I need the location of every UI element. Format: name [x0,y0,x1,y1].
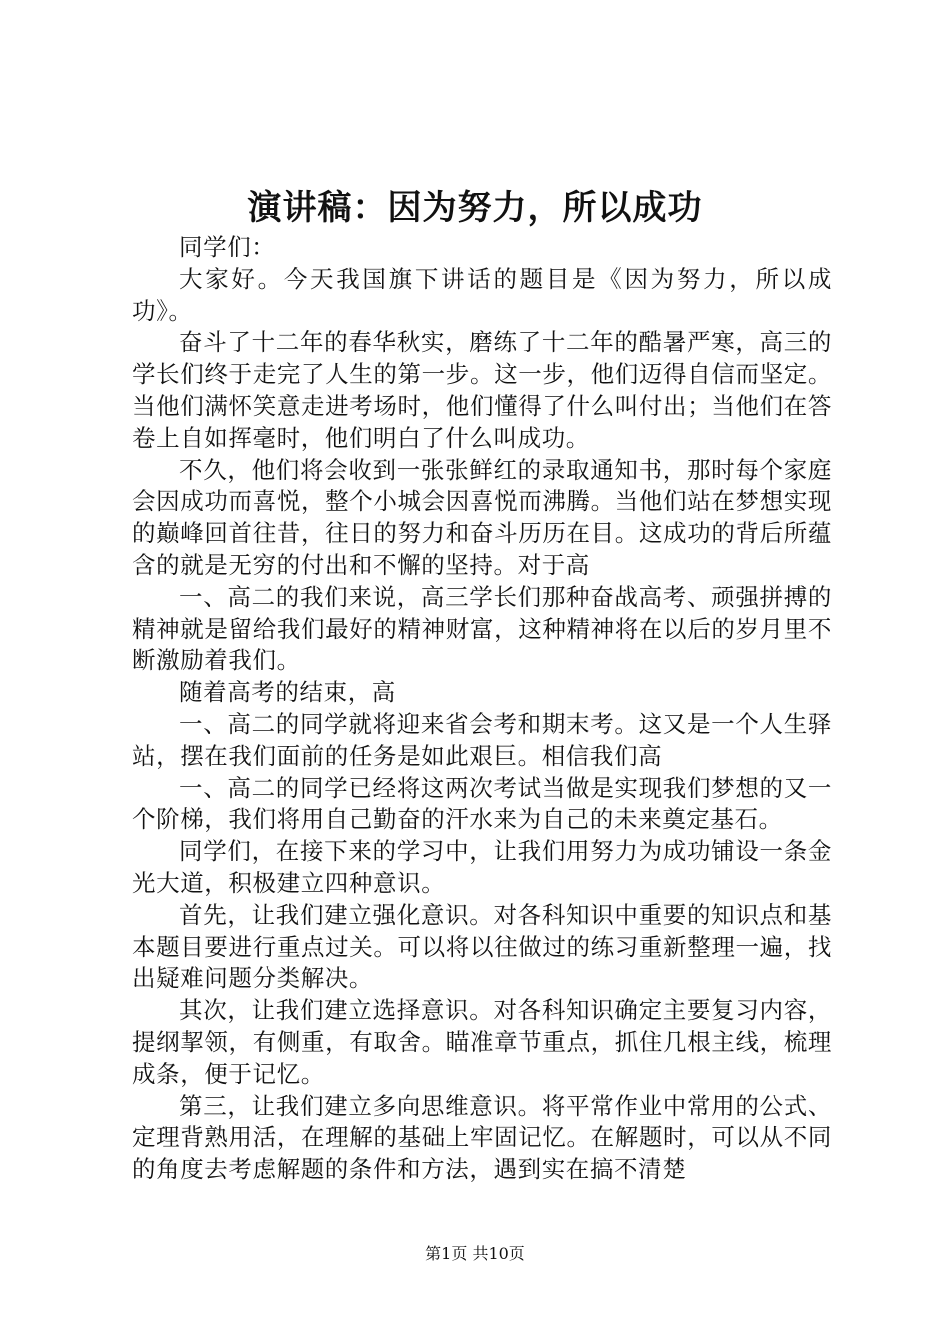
paragraph: 第三，让我们建立多向思维意识。将平常作业中常用的公式、定理背熟用活，在理解的基础上牢固记忆。在解题时，可以从不同的角度去考虑解题的条件和方法，遇到实在搞不清楚 [132,1091,832,1184]
paragraph: 同学们： [179,233,276,261]
paragraph: 其次，让我们建立选择意识。对各科知识确定主要复习内容，提纲挈领，有侧重，有取舍。瞄准章节重点，抓住几根主线，梳理成条，便于记忆。 [132,996,832,1088]
paragraph: 奋斗了十二年的春华秋实，磨练了十二年的酷暑严寒，高三的学长们终于走完了人生的第一步。这一步，他们迈得自信而坚定。当他们满怀笑意走进考场时，他们懂得了什么叫付出；当他们在答卷上自如挥毫时，他们明白了什么叫成功。 [132,328,832,452]
paragraph: 不久，他们将会收到一张张鲜红的录取通知书，那时每个家庭会因成功而喜悦，整个小城会因喜悦而沸腾。当他们站在梦想实现的巅峰回首往昔，往日的努力和奋斗历历在目。这成功的背后所蕴含的就是无穷的付出和不懈的坚持。对于高 [132,455,832,579]
paragraph: 随着高考的结束，高 [179,678,396,707]
paragraph: 大家好。今天我国旗下讲话的题目是《因为努力，所以成功》。 [132,264,832,325]
document-body [132,232,832,1186]
paragraph: 一、高二的同学就将迎来省会考和期末考。这又是一个人生驿站，摆在我们面前的任务是如此艰巨。相信我们高 [132,709,832,770]
paragraph: 首先，让我们建立强化意识。对各科知识中重要的知识点和基本题目要进行重点过关。可以将以往做过的练习重新整理一遍，找出疑难问题分类解决。 [132,900,832,993]
document-title: 演讲稿：因为努力，所以成功 [247,188,703,228]
paragraph: 一、高二的我们来说，高三学长们那种奋战高考、顽强拼搏的精神就是留给我们最好的精神财富，这种精神将在以后的岁月里不断激励着我们。 [132,582,832,675]
page-number-footer: 第1页 共10页 [425,1244,525,1263]
paragraph: 一、高二的同学已经将这两次考试当做是实现我们梦想的又一个阶梯，我们将用自己勤奋的汗水来为自己的未来奠定基石。 [132,773,832,834]
paragraph: 同学们，在接下来的学习中，让我们用努力为成功铺设一条金光大道，积极建立四种意识。 [132,837,832,897]
